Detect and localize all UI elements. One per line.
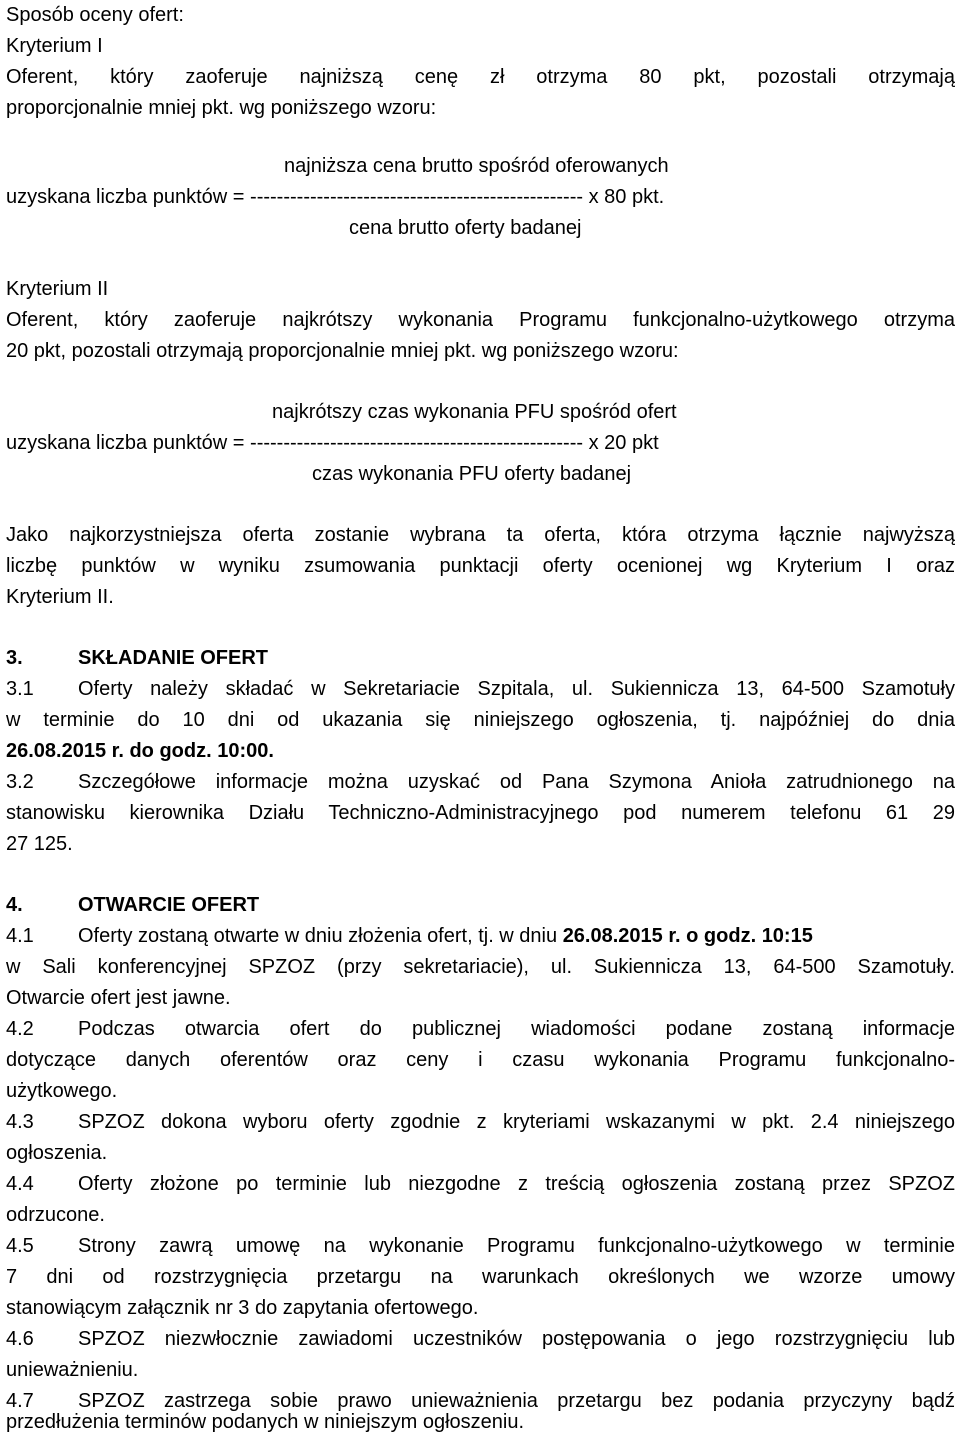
paragraph-4-1-line1: 4.1 Oferty zostaną otwarte w dniu złożenia ofert, tj. w dniu 26.08.2015 r. o godz. 10:15	[6, 925, 813, 947]
paragraph-3-1-deadline: 26.08.2015 r. do godz. 10:00.	[6, 740, 274, 762]
criterion-1-text-line1: Oferent, który zaoferuje najniższą cenę zł otrzyma 80 pkt, pozostali otrzymają	[6, 66, 955, 88]
summary-line1: Jako najkorzystniejsza oferta zostanie wybrana ta oferta, która otrzyma łącznie najwyższą	[6, 524, 955, 546]
paragraph-4-5-line1: 4.5 Strony zawrą umowę na wykonanie Programu funkcjonalno-użytkowego w terminie	[6, 1235, 955, 1257]
criterion-1-numerator: najniższa cena brutto spośród oferowanych	[284, 155, 669, 177]
paragraph-4-2-line2: dotyczące danych oferentów oraz ceny i czasu wykonania Programu funkcjonalno-	[6, 1049, 955, 1071]
paragraph-3-2-line2: stanowisku kierownika Działu Techniczno-Administracyjnego pod numerem telefonu 61 29	[6, 802, 955, 824]
paragraph-4-4-line1: 4.4 Oferty złożone po terminie lub niezgodne z treścią ogłoszenia zostaną przez SPZOZ	[6, 1173, 955, 1195]
section-3-heading: 3. SKŁADANIE OFERT	[6, 647, 268, 669]
paragraph-4-2-line3: użytkowego.	[6, 1080, 118, 1102]
paragraph-4-3-line2: ogłoszenia.	[6, 1142, 108, 1164]
paragraph-4-7-line2: przedłużenia terminów podanych w niniejszym ogłoszeniu.	[6, 1411, 525, 1433]
section-4-heading: 4. OTWARCIE OFERT	[6, 894, 260, 916]
paragraph-3-1-line1: 3.1 Oferty należy składać w Sekretariacie Szpitala, ul. Sukiennicza 13, 64-500 Szamotuły	[6, 678, 955, 700]
criterion-2-title: Kryterium II	[6, 278, 109, 300]
paragraph-3-1-line2: w terminie do 10 dni od ukazania się niniejszego ogłoszenia, tj. najpóźniej do dnia	[6, 709, 955, 731]
criterion-2-text-line1: Oferent, który zaoferuje najkrótszy wykonania Programu funkcjonalno-użytkowego otrzyma	[6, 309, 955, 331]
paragraph-3-2-line1: 3.2 Szczegółowe informacje można uzyskać od Pana Szymona Anioła zatrudnionego na	[6, 771, 955, 793]
paragraph-4-6-line2: unieważnieniu.	[6, 1359, 139, 1381]
paragraph-4-3-line1: 4.3 SPZOZ dokona wyboru oferty zgodnie z kryteriami wskazanymi w pkt. 2.4 niniejszego	[6, 1111, 955, 1133]
formula-label: uzyskana liczba punktów =	[6, 432, 245, 454]
criterion-2-text-line2: 20 pkt, pozostali otrzymają proporcjonalnie mniej pkt. wg poniższego wzoru:	[6, 340, 679, 362]
criterion-1-formula	[6, 182, 664, 213]
criterion-2-formula	[6, 428, 659, 459]
criterion-1-denominator: cena brutto oferty badanej	[349, 217, 582, 239]
formula-label: uzyskana liczba punktów =	[6, 186, 245, 208]
multiplier: x 80 pkt.	[588, 186, 665, 208]
fraction-bar: --------------------------------------------------	[250, 432, 584, 454]
paragraph-3-2-line3: 27 125.	[6, 833, 73, 855]
multiplier: x 20 pkt	[588, 432, 659, 454]
criteria-heading: Sposób oceny ofert:	[6, 4, 184, 26]
paragraph-4-5-line2: 7 dni od rozstrzygnięcia przetargu na warunkach określonych we wzorze umowy	[6, 1266, 955, 1288]
paragraph-4-2-line1: 4.2 Podczas otwarcia ofert do publicznej wiadomości podane zostaną informacje	[6, 1018, 955, 1040]
summary-line2: liczbę punktów w wyniku zsumowania punktacji oferty ocenionej wg Kryterium I oraz	[6, 555, 955, 577]
criterion-2-numerator: najkrótszy czas wykonania PFU spośród ofert	[272, 401, 677, 423]
summary-line3: Kryterium II.	[6, 586, 114, 608]
paragraph-4-1-line3: Otwarcie ofert jest jawne.	[6, 987, 231, 1009]
criterion-1-title: Kryterium I	[6, 35, 103, 57]
fraction-bar: --------------------------------------------------	[250, 186, 584, 208]
criterion-1-text-line2: proporcjonalnie mniej pkt. wg poniższego wzoru:	[6, 97, 437, 119]
paragraph-4-4-line2: odrzucone.	[6, 1204, 105, 1226]
paragraph-4-5-line3: stanowiącym załącznik nr 3 do zapytania ofertowego.	[6, 1297, 479, 1319]
paragraph-4-1-line2: w Sali konferencyjnej SPZOZ (przy sekretariacie), ul. Sukiennicza 13, 64-500 Szamotuły.	[6, 956, 955, 978]
paragraph-4-6-line1: 4.6 SPZOZ niezwłocznie zawiadomi uczestników postępowania o jego rozstrzygnięciu lub	[6, 1328, 955, 1350]
paragraph-4-7-line1: 4.7 SPZOZ zastrzega sobie prawo unieważnienia przetargu bez podania przyczyny bądź	[6, 1390, 955, 1412]
criterion-2-denominator: czas wykonania PFU oferty badanej	[312, 463, 632, 485]
